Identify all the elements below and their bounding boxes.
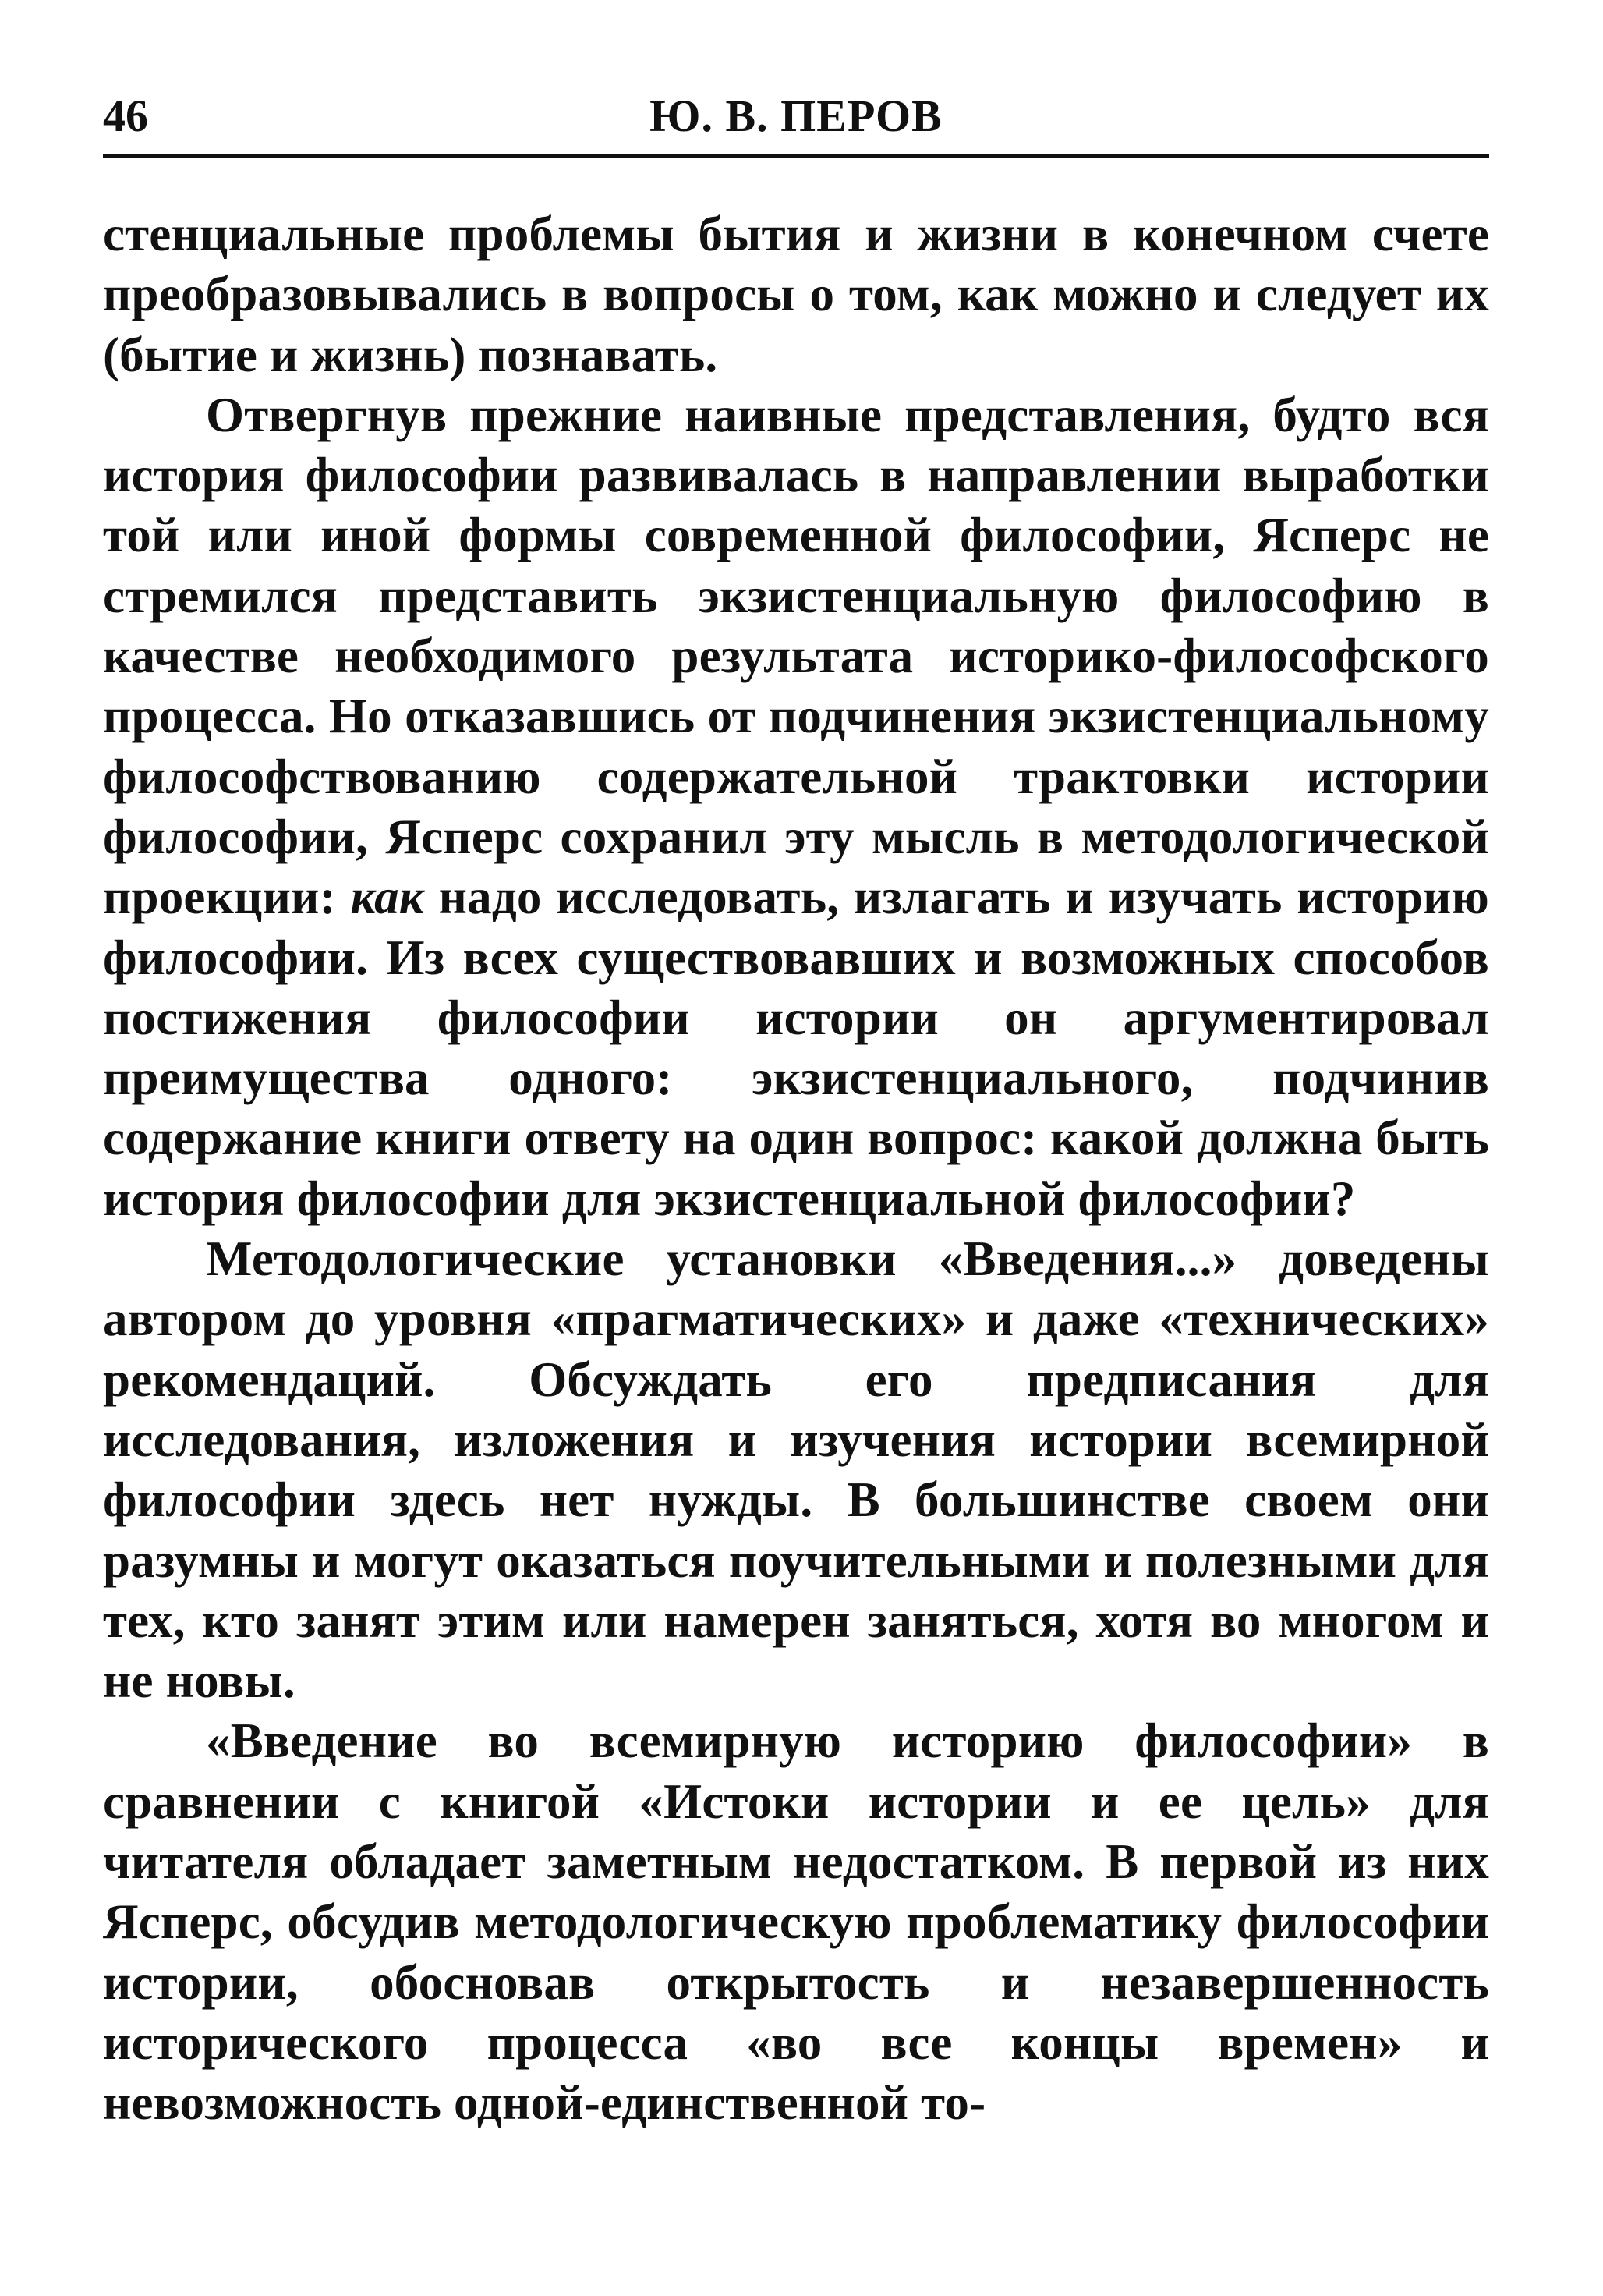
emphasis-text: как — [350, 870, 424, 925]
paragraph: «Введение во всемирную историю философии» в сравнении с книгой «Истоки истории и ее цель» для читателя обладает заметным недостатком. В первой из них Ясперс, обсудив методологическую проблематику философии истории, обосновав открытость и незавершенность исторического процесса «во все концы времен» и невозможность одной-единственной то- — [103, 1713, 1489, 2131]
page-number: 46 — [103, 90, 148, 141]
paragraph-text: Отвергнув прежние наивные представления, будто вся история философии развивалась в направлении выработки той или иной формы современной философии, Ясперс не стремился представить экзистенциальную философию в качестве необходимого результата историко-философского процесса. Но отказавшись от подчинения экзистенциальному философствованию содержательной трактовки истории философии, Ясперс сохранил эту мысль в методологической проекции: — [103, 387, 1489, 925]
running-head: Ю. В. ПЕРОВ — [649, 90, 943, 141]
paragraph-text: надо исследовать, излагать и изучать историю философии. Из всех существовавших и возможных способов постижения философии истории он аргументировал преимущества одного: экзистенциального, подчинив содержание книги ответу на один вопрос: какой должна быть история философии для экзистенциальной философии? — [103, 870, 1489, 1226]
body-text — [103, 204, 1489, 2134]
paragraph-continuation: стенциальные проблемы бытия и жизни в конечном счете преобразовывались в вопросы о том, как можно и следует их (бытие и жизнь) познавать. — [103, 207, 1489, 382]
page-header — [103, 84, 1489, 158]
paragraph — [103, 385, 1489, 1229]
paragraph: Методологические установки «Введения...» доведены автором до уровня «прагматических» и даже «технических» рекомендаций. Обсуждать его предписания для исследования, изложения и изучения истории всемирной философии здесь нет нужды. В большинстве своем они разумны и могут оказаться поучительными и полезными для тех, кто занят этим или намерен заняться, хотя во многом и не новы. — [103, 1231, 1489, 1709]
